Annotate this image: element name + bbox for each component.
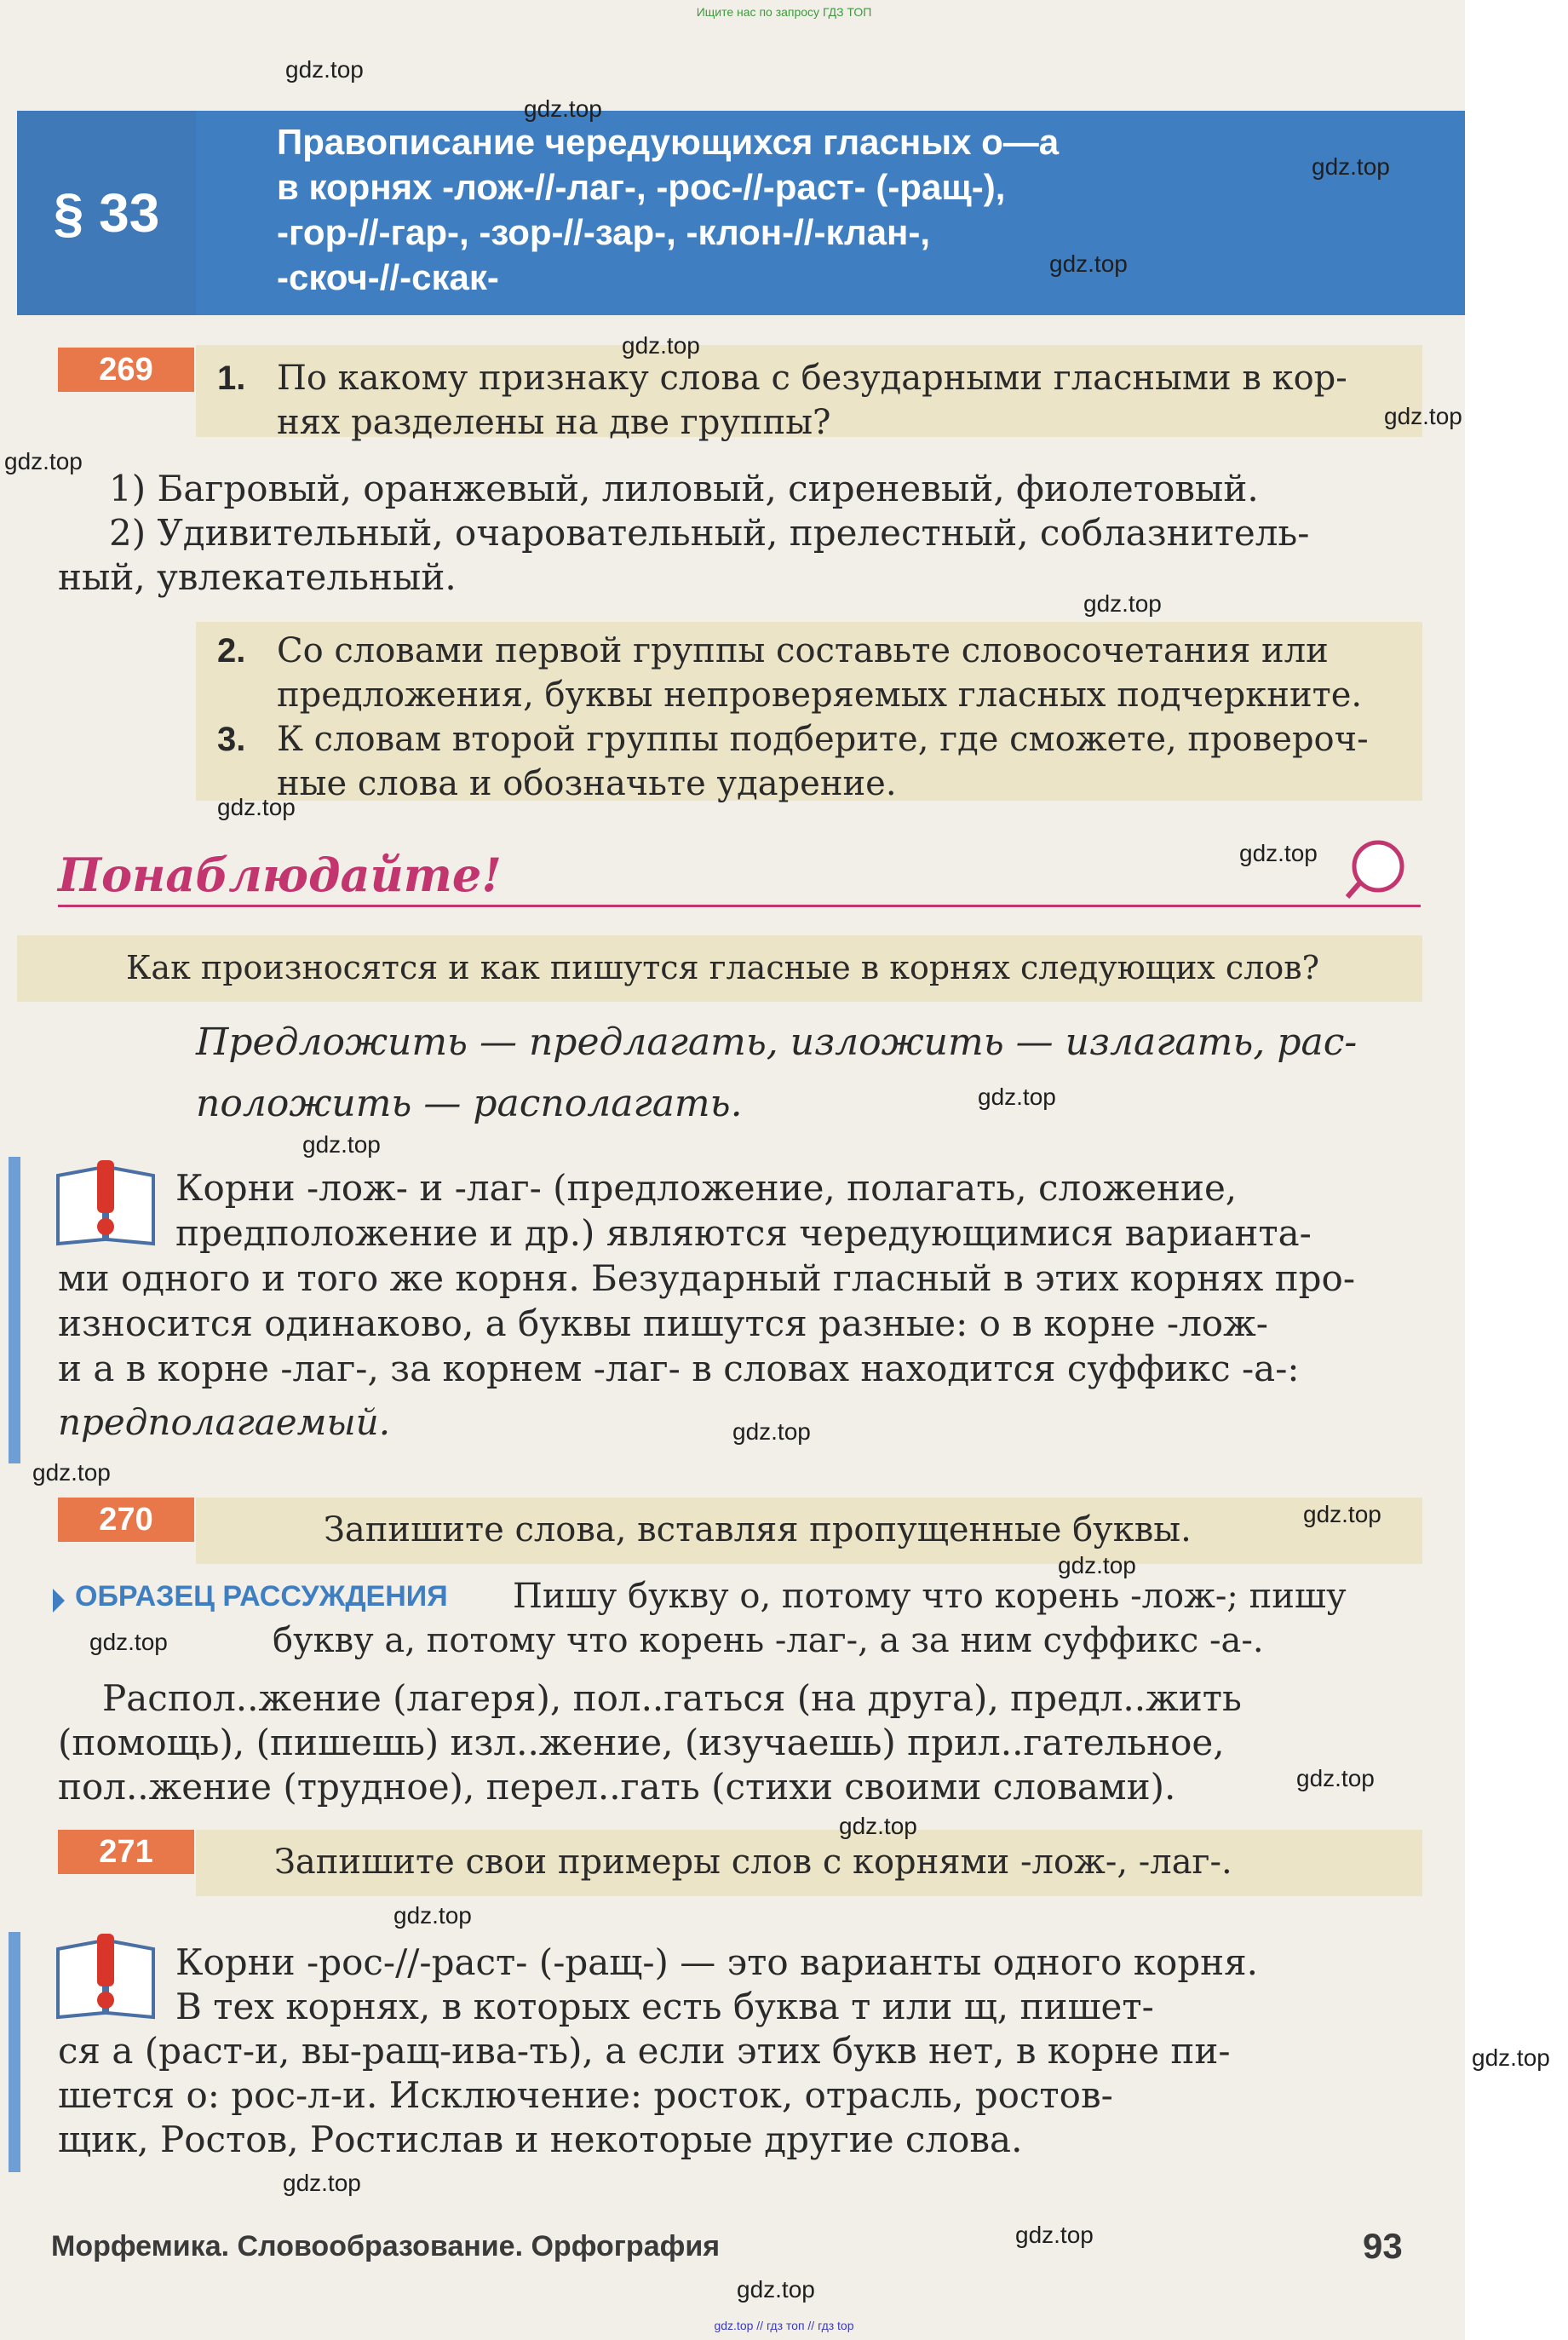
watermark: gdz.top: [1296, 1765, 1375, 1791]
watermark: gdz.top: [32, 1459, 111, 1486]
watermark: gdz.top: [1472, 2044, 1550, 2071]
rule-line: предположение и др.) являются чередующимися варианта-: [175, 1212, 1312, 1254]
watermark: gdz.top: [1058, 1552, 1136, 1578]
exercise-task: Запишите свои примеры слов с корнями -лож-, -лаг-.: [274, 1843, 1232, 1882]
question-line: предложения, буквы непроверяемых гласных подчеркните.: [277, 676, 1363, 715]
watermark: gdz.top: [1239, 840, 1318, 866]
watermark: gdz.top: [1303, 1501, 1381, 1527]
rule-ros-rast: [58, 1940, 1421, 2162]
rule-line: предполагаемый.: [58, 1401, 391, 1443]
observe-underline: [58, 905, 1421, 907]
watermark: gdz.top: [839, 1813, 917, 1839]
sample-line: букву а, потому что корень -лаг-, а за ним суффикс -а-.: [273, 1621, 1264, 1660]
watermark: gdz.top: [978, 1084, 1056, 1110]
question-1: [217, 356, 1410, 442]
top-note: Ищите нас по запросу ГДЗ ТОП: [696, 5, 872, 19]
watermark: gdz.top: [1049, 250, 1128, 277]
section-title: [277, 119, 1341, 300]
rule-line: Корни -рос-//-раст- (-ращ-) — это варианты одного корня.: [175, 1941, 1258, 1983]
watermark: gdz.top: [732, 1418, 811, 1445]
exercise-number-tab: 270: [58, 1498, 194, 1542]
sample-line: Пишу букву о, потому что корень -лож-; пишу: [513, 1577, 1347, 1616]
watermark: gdz.top: [283, 2170, 361, 2196]
watermark: gdz.top: [89, 1629, 168, 1655]
section-number: § 33: [17, 111, 196, 315]
watermark: gdz.top: [737, 2276, 815, 2303]
question-line: По какому признаку слова с безударными гласными в кор-: [277, 359, 1347, 398]
watermark: gdz.top: [302, 1131, 381, 1158]
question-number: 2.: [217, 632, 246, 670]
watermark: gdz.top: [217, 794, 296, 820]
rule-side-bar: [9, 1157, 20, 1463]
rule-line: В тех корнях, в которых есть буква т или щ, пишет-: [175, 1986, 1154, 2027]
watermark: gdz.top: [1384, 403, 1462, 429]
exercise-line: пол..жение (трудное), перел..гать (стихи своими словами).: [58, 1766, 1176, 1808]
question-number: 1.: [217, 359, 246, 397]
exercise-task: Запишите слова, вставляя пропущенные буквы.: [324, 1510, 1192, 1549]
bottom-note: gdz.top // гдз топ // гдз top: [714, 2319, 854, 2332]
rule-line: износится одинаково, а буквы пишутся разные: о в корне -лож-: [58, 1302, 1268, 1344]
chevron-right-icon: [53, 1589, 65, 1613]
observe-question: Как произносятся и как пишутся гласные в корнях следующих слов?: [126, 949, 1319, 986]
watermark: gdz.top: [1015, 2222, 1094, 2248]
rule-lozh-lag: [58, 1165, 1421, 1445]
rule-line: щик, Ростов, Ростислав и некоторые другие слова.: [58, 2119, 1023, 2160]
watermark: gdz.top: [285, 56, 364, 83]
watermark: gdz.top: [393, 1902, 472, 1929]
question-2: [217, 629, 1410, 715]
exercise-number-tab: 271: [58, 1830, 194, 1874]
footer-text: Морфемика. Словообразование. Орфография: [51, 2230, 721, 2262]
rule-line: ся а (раст-и, вы-ращ-ива-ть), а если этих букв нет, в корне пи-: [58, 2030, 1231, 2072]
question-line: Со словами первой группы составьте словосочетания или: [277, 631, 1329, 670]
rule-line: ми одного и того же корня. Безударный гласный в этих корнях про-: [58, 1257, 1356, 1299]
rule-line: шется о: рос-л-и. Исключение: росток, отрасль, ростов-: [58, 2074, 1113, 2116]
question-line: нях разделены на две группы?: [277, 403, 831, 442]
rule-side-bar: [9, 1932, 20, 2172]
observe-heading: Понаблюдайте!: [58, 848, 502, 902]
exercise-number-tab: 269: [58, 348, 194, 392]
watermark: gdz.top: [1312, 153, 1390, 180]
page-number: 93: [1363, 2226, 1403, 2266]
word-list: [58, 467, 1421, 600]
watermark: gdz.top: [622, 332, 700, 359]
rule-line: Корни -лож- и -лаг- (предложение, полагать, сложение,: [175, 1167, 1238, 1209]
title-line: -скоч-//-скак-: [277, 257, 499, 297]
example-line: Предложить — предлагать, изложить — излагать, рас-: [196, 1021, 1358, 1064]
sample-label: ОБРАЗЕЦ РАССУЖДЕНИЯ: [75, 1580, 448, 1613]
magnifier-icon: [1346, 839, 1405, 899]
observe-examples: [196, 1012, 1422, 1135]
list-line: 1) Багровый, оранжевый, лиловый, сиреневый, фиолетовый.: [109, 468, 1259, 509]
watermark: gdz.top: [524, 95, 602, 122]
watermark: gdz.top: [1083, 590, 1162, 617]
sample-text: [273, 1574, 1422, 1663]
exercise-words: [58, 1676, 1421, 1809]
question-3: [217, 717, 1410, 803]
watermark: gdz.top: [4, 448, 83, 474]
list-line: ный, увлекательный.: [58, 556, 457, 598]
rule-line: и а в корне -лаг-, за корнем -лаг- в словах находится суффикс -а-:: [58, 1348, 1300, 1389]
question-number: 3.: [217, 721, 246, 758]
question-line: К словам второй группы подберите, где сможете, провероч-: [277, 720, 1369, 759]
title-line: в корнях -лож-//-лаг-, -рос-//-раст- (-ращ-),: [277, 167, 1006, 207]
title-line: Правописание чередующихся гласных о—а: [277, 122, 1060, 162]
exercise-line: (помощь), (пишешь) изл..жение, (изучаешь) прил..гательное,: [58, 1722, 1225, 1763]
list-line: 2) Удивительный, очаровательный, прелестный, соблазнитель-: [109, 512, 1310, 554]
question-line: ные слова и обозначьте ударение.: [277, 764, 897, 803]
title-line: -гор-//-гар-, -зор-//-зар-, -клон-//-клан-,: [277, 212, 931, 252]
example-line: положить — располагать.: [196, 1082, 743, 1125]
exercise-line: Распол..жение (лагеря), пол..гаться (на друга), предл..жить: [102, 1677, 1242, 1719]
